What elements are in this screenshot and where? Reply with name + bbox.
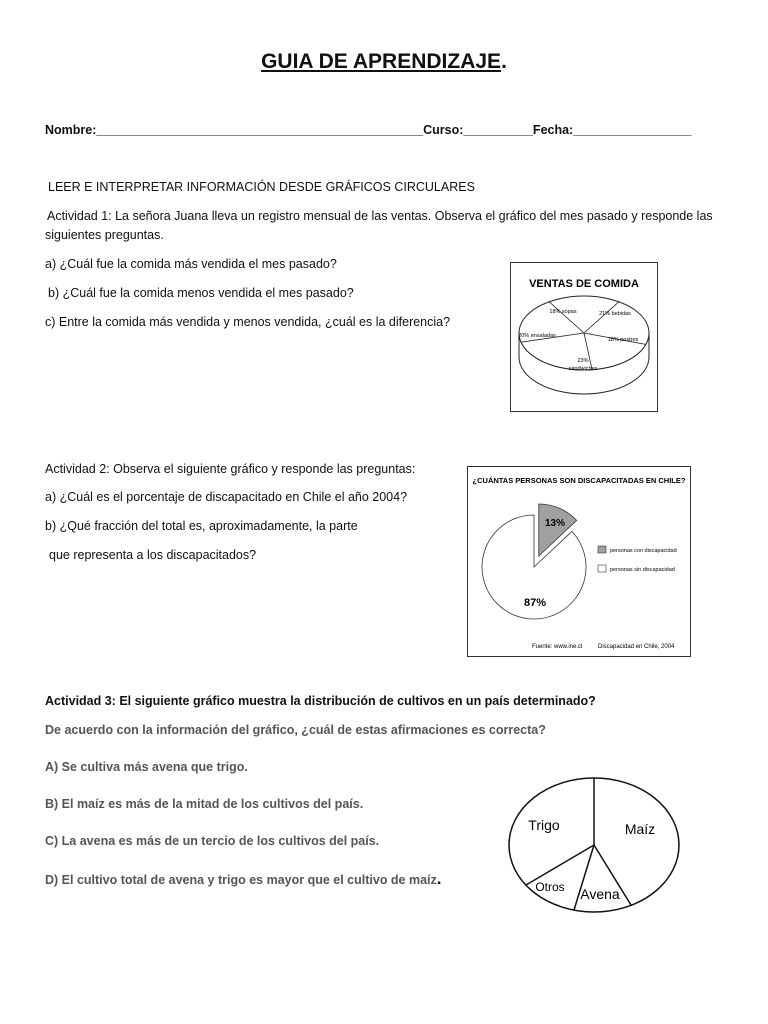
chart-ventas-comida	[510, 262, 658, 412]
form-line: Nombre:_______________________________________________Curso:__________Fecha:_________________	[45, 123, 692, 137]
activity2-question-b-line2: que representa a los discapacitados?	[49, 548, 257, 562]
activity3-option-d	[45, 871, 442, 888]
activity3-option-b: B) El maíz es más de la mitad de los cultivos del país.	[45, 797, 364, 811]
chart-discapacidad-title: ¿CUÁNTAS PERSONAS SON DISCAPACITADAS EN CHILE?	[472, 476, 686, 485]
chart-cultivos-label-avena: Avena	[580, 886, 620, 902]
chart-ventas-title: VENTAS DE COMIDA	[529, 278, 639, 290]
activity1-intro-line2: siguientes preguntas.	[45, 228, 164, 242]
chart-cultivos	[500, 774, 690, 916]
chart-ventas-label-sopas: 18% sopas	[549, 309, 577, 315]
legend-swatch-sin	[598, 565, 606, 572]
legend-swatch-con	[598, 546, 606, 553]
chart-ventas-label-bebidas: 21% bebidas	[599, 311, 631, 317]
chart-ventas-label-sandwich-pct: 23%	[577, 358, 589, 364]
activity2-intro: Actividad 2: Observa el siguiente gráfico y responde las preguntas:	[45, 462, 416, 476]
chart-ventas-label-ensaladas: 20% ensaladas	[518, 333, 556, 339]
title-text: GUIA DE APRENDIZAJE	[261, 50, 502, 73]
chart-discapacidad-source: Fuente: www.ine.cl	[532, 644, 583, 650]
activity1-question-b: b) ¿Cuál fue la comida menos vendida el mes pasado?	[48, 286, 354, 300]
activity1-question-c: c) Entre la comida más vendida y menos vendida, ¿cuál es la diferencia?	[45, 315, 451, 329]
legend-label-con: personas con discapacidad	[610, 548, 677, 554]
chart-discapacidad-label-87: 87%	[523, 597, 547, 609]
chart-cultivos-label-otros: Otros	[535, 880, 565, 894]
chart-discapacidad	[467, 466, 691, 657]
chart-discapacidad-note: Discapacidad en Chile, 2004	[598, 644, 675, 650]
activity3-option-a: A) Se cultiva más avena que trigo.	[45, 760, 248, 774]
chart-discapacidad-svg	[468, 467, 690, 656]
activity3-question: De acuerdo con la información del gráfico, ¿cuál de estas afirmaciones es correcta?	[45, 723, 546, 737]
legend-label-sin: personas sin discapacidad	[610, 567, 675, 573]
activity2-question-a: a) ¿Cuál es el porcentaje de discapacitado en Chile el año 2004?	[45, 490, 408, 504]
chart-ventas-label-postres: 18% postres	[607, 337, 639, 343]
activity1-question-a: a) ¿Cuál fue la comida más vendida el mes pasado?	[45, 257, 337, 271]
activity3-option-c: C) La avena es más de un tercio de los cultivos del país.	[45, 834, 380, 848]
chart-cultivos-label-maiz: Maíz	[624, 821, 656, 837]
title-dot: .	[501, 50, 507, 73]
page-title	[0, 50, 768, 74]
chart-ventas-label-sandwich-name: sándwiches	[568, 366, 598, 372]
activity3-option-d-text: D) El cultivo total de avena y trigo es mayor que el cultivo de maíz	[45, 873, 437, 887]
chart-cultivos-label-trigo: Trigo	[528, 817, 560, 833]
chart-discapacidad-label-13: 13%	[544, 518, 566, 529]
activity3-option-d-dot: .	[436, 869, 442, 888]
chart-ventas-svg	[511, 263, 657, 411]
section-title: LEER E INTERPRETAR INFORMACIÓN DESDE GRÁFICOS CIRCULARES	[48, 180, 475, 194]
activity1-intro-line1: Actividad 1: La señora Juana lleva un registro mensual de las ventas. Observa el gráfico del mes pasado y responde las	[47, 209, 713, 223]
activity3-intro: Actividad 3: El siguiente gráfico muestra la distribución de cultivos en un país determinado?	[45, 694, 596, 708]
activity2-question-b-line1: b) ¿Qué fracción del total es, aproximadamente, la parte	[45, 519, 358, 533]
